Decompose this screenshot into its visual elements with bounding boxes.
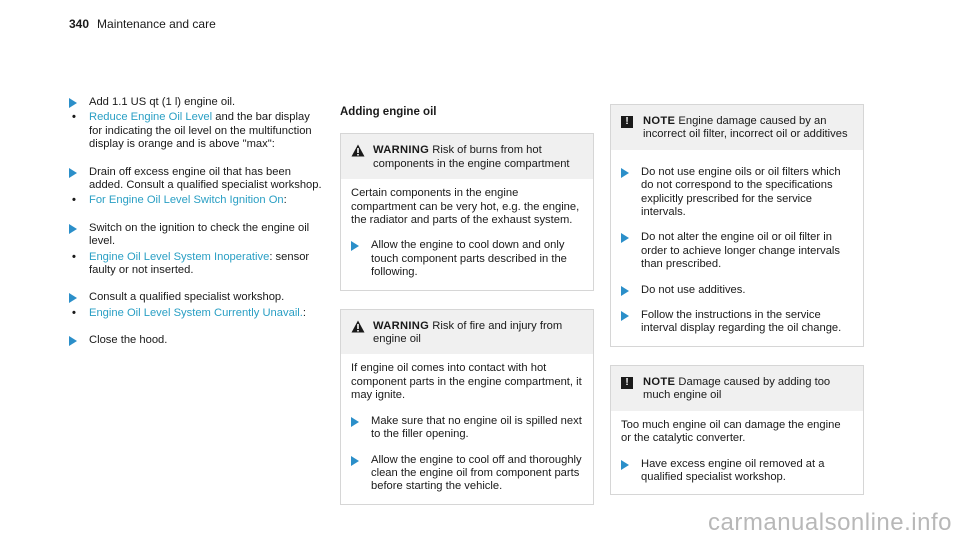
warning-box: [340, 133, 594, 290]
display-message-link[interactable]: For Engine Oil Level Switch Ignition On: [89, 194, 284, 207]
step-arrow-icon: [621, 460, 629, 470]
note-body: [611, 411, 863, 495]
warning-text: Certain components in the engine compartment can be very hot, e.g. the engine, the radiator and parts of the exhaust system.: [351, 187, 580, 227]
step-arrow-icon: [69, 224, 77, 234]
step-arrow-icon: [621, 311, 629, 321]
warning-header: WARNING Risk of burns from hot components in the engine compartment: [341, 134, 593, 179]
page-number: 340: [69, 17, 90, 31]
column-3: [610, 104, 864, 513]
bullet-dot-icon: •: [72, 194, 76, 207]
note-box: [610, 365, 864, 495]
step-item: Switch on the ignition to check the engine oil level.: [69, 222, 325, 249]
watermark: carmanualsonline.info: [708, 508, 952, 536]
note-label: NOTE: [643, 375, 676, 388]
note-text: Too much engine oil can damage the engine or the catalytic converter.: [621, 418, 841, 445]
bullet-dot-icon: •: [72, 111, 76, 124]
warning-box: [340, 309, 594, 505]
step-arrow-icon: [621, 233, 629, 243]
step-arrow-icon: [621, 286, 629, 296]
step-arrow-icon: [69, 98, 77, 108]
step-arrow-icon: [351, 417, 359, 427]
step-item: Close the hood.: [69, 334, 325, 347]
condition-item: • Engine Oil Level System Currently Unavail.:: [72, 306, 307, 319]
condition-item: • Engine Oil Level System Inoperative: sensor faulty or not inserted.: [72, 250, 310, 277]
column-2: [340, 96, 594, 523]
step-arrow-icon: [69, 293, 77, 303]
warning-body: [341, 179, 593, 289]
section-title: Maintenance and care: [97, 17, 216, 31]
step-item: Do not alter the engine oil or oil filter in order to achieve longer change intervals than prescribed.: [621, 231, 853, 271]
column-1: [69, 96, 325, 362]
warning-label: WARNING: [373, 144, 430, 157]
warning-header: WARNING Risk of fire and injury from engine oil: [341, 310, 593, 355]
subsection-heading: Adding engine oil: [340, 106, 437, 118]
bullet-dot-icon: •: [72, 250, 76, 263]
step-arrow-icon: [351, 241, 359, 251]
notice-exclamation-icon: !: [621, 116, 633, 128]
page-header: [69, 18, 216, 31]
step-item: Make sure that no engine oil is spilled next to the filler opening.: [351, 415, 583, 442]
bullet-dot-icon: •: [72, 306, 76, 319]
warning-triangle-icon: [351, 144, 365, 157]
notice-exclamation-icon: !: [621, 377, 633, 389]
step-item: Do not use engine oils or oil filters which do not correspond to the specifications explicitly prescribed for the service intervals.: [621, 166, 853, 220]
note-label: NOTE: [643, 115, 676, 127]
note-body: [611, 150, 863, 346]
step-item: Consult a qualified specialist workshop.: [69, 291, 325, 304]
step-item: Drain off excess engine oil that has been added. Consult a qualified specialist workshop.: [69, 166, 325, 193]
step-item: Allow the engine to cool off and thoroughly clean the engine oil from component parts before starting the vehicle.: [351, 454, 583, 494]
display-message-link[interactable]: Engine Oil Level System Currently Unavail.: [89, 306, 303, 319]
note-box: [610, 104, 864, 347]
note-header: ! NOTE Damage caused by adding too much engine oil: [611, 366, 863, 411]
step-arrow-icon: [621, 168, 629, 178]
condition-item: • For Engine Oil Level Switch Ignition On:: [72, 194, 287, 207]
step-item: Add 1.1 US qt (1 l) engine oil.: [69, 96, 325, 109]
display-message-link[interactable]: Reduce Engine Oil Level: [89, 111, 213, 124]
step-item: Have excess engine oil removed at a qualified specialist workshop.: [621, 458, 853, 485]
step-item: Follow the instructions in the service interval display regarding the oil change.: [621, 309, 853, 336]
step-item: Allow the engine to cool down and only touch component parts described in the following.: [351, 239, 583, 279]
warning-body: [341, 354, 593, 503]
step-arrow-icon: [69, 336, 77, 346]
display-message-link[interactable]: Engine Oil Level System Inoperative: [89, 250, 270, 263]
note-header: ! NOTE Engine damage caused by an incorrect oil filter, incorrect oil or additives: [611, 105, 863, 150]
warning-label: WARNING: [373, 319, 430, 332]
warning-triangle-icon: [351, 320, 365, 333]
warning-text: If engine oil comes into contact with hot component parts in the engine compartment, it may ignite.: [351, 362, 582, 402]
condition-item: • Reduce Engine Oil Level and the bar display for indicating the oil level on the multifunction display is orange and is above "max":: [72, 111, 312, 151]
step-arrow-icon: [69, 168, 77, 178]
step-item: Do not use additives.: [621, 284, 853, 297]
step-arrow-icon: [351, 456, 359, 466]
